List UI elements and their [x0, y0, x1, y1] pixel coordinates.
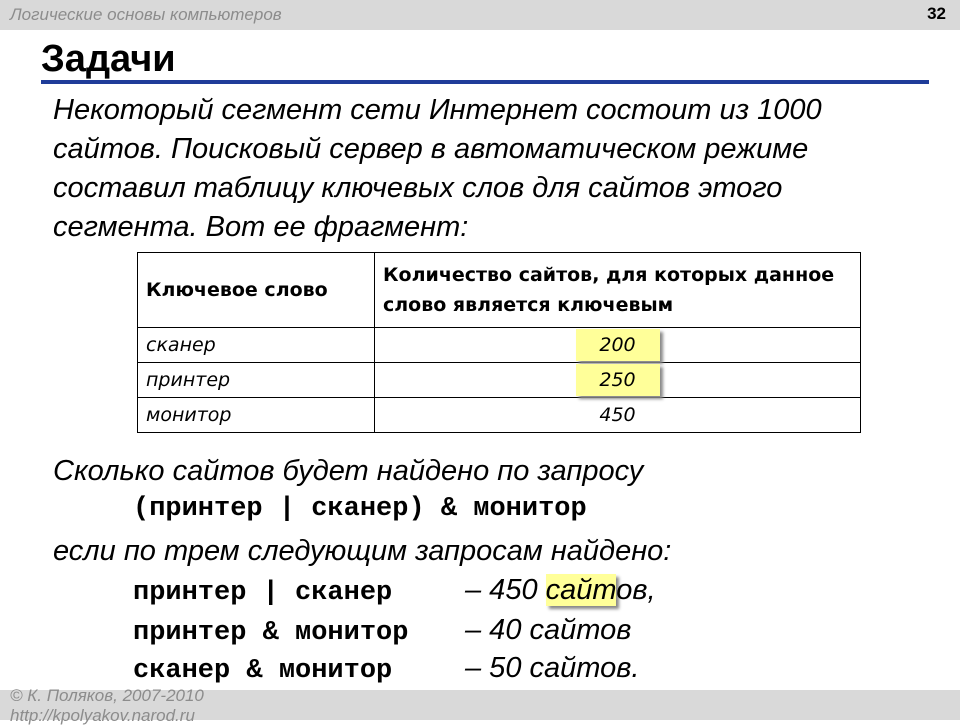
slide-title: Задачи [41, 38, 176, 80]
condition-intro: если по трем следующим запросам найдено: [53, 535, 672, 567]
condition-result-suffix: ов, [616, 574, 656, 606]
table-header-keyword: Ключевое слово [138, 253, 375, 328]
highlighted-count: 200 [576, 329, 660, 361]
condition-query: принтер | сканер [133, 578, 393, 608]
table-cell-keyword: монитор [138, 398, 375, 433]
highlighted-count: 250 [576, 364, 660, 396]
table-cell-count [375, 398, 861, 433]
table-header-row [138, 253, 861, 328]
condition-result: – 40 сайтов [465, 614, 632, 646]
table-cell-count [375, 363, 861, 398]
title-rule [41, 80, 929, 84]
course-title: Логические основы компьютеров [10, 5, 282, 24]
query-expression: (принтер | сканер) & монитор [133, 494, 587, 524]
condition-result: – 50 сайтов. [465, 652, 640, 684]
table-cell-keyword: сканер [138, 328, 375, 363]
footer-url: http://kpolyakov.narod.ru [10, 706, 195, 725]
table-row [138, 363, 861, 398]
copyright: © К. Поляков, 2007-2010 [10, 686, 204, 705]
condition-result-prefix: – 450 [465, 574, 546, 606]
table-cell-keyword: принтер [138, 363, 375, 398]
table-header-count: Количество сайтов, для которых данное слово является ключевым [375, 253, 861, 328]
table-row [138, 328, 861, 363]
condition-query: принтер & монитор [133, 618, 409, 648]
condition-query: сканер & монитор [133, 656, 393, 686]
table-row [138, 398, 861, 433]
count-value: 450 [599, 404, 636, 426]
problem-intro: Некоторый сегмент сети Интернет состоит из 1000 сайтов. Поисковый сервер в автоматическом режиме составил таблицу ключевых слов для сайтов этого сегмента. Вот ее фрагмент: [53, 94, 822, 243]
table-cell-count [375, 328, 861, 363]
keyword-table [137, 252, 861, 433]
condition-row [133, 610, 631, 650]
condition-row [133, 648, 639, 688]
highlighted-word: сайт [545, 574, 617, 606]
page-number: 32 [927, 4, 946, 23]
question-intro: Сколько сайтов будет найдено по запросу [53, 455, 644, 487]
condition-row [133, 570, 656, 610]
